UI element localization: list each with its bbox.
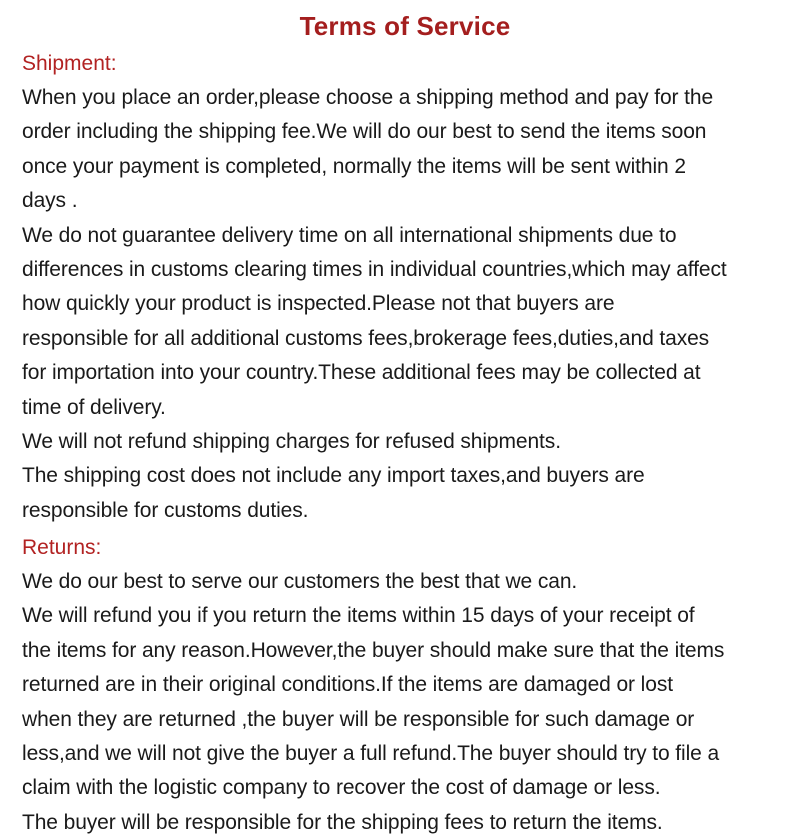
- returns-heading: Returns:: [22, 536, 102, 559]
- returns-paragraph-2: [22, 599, 808, 805]
- text-line: We will not refund shipping charges for refused shipments.: [22, 430, 561, 454]
- text-line: We do our best to serve our customers the best that we can.: [22, 570, 578, 593]
- shipment-paragraph-1: [22, 81, 808, 219]
- page-title: Terms of Service: [299, 11, 511, 41]
- text-line: when they are returned ,the buyer will be responsible for such damage or: [22, 707, 695, 731]
- returns-paragraph-1: [22, 565, 808, 599]
- text-line: for importation into your country.These additional fees may be collected at: [22, 361, 701, 385]
- returns-section: [22, 531, 808, 840]
- text-line: days .: [22, 189, 78, 213]
- text-line: claim with the logistic company to recover the cost of damage or less.: [22, 776, 661, 800]
- text-line: We will refund you if you return the items within 15 days of your receipt of: [22, 604, 695, 628]
- shipment-paragraph-4: [22, 459, 808, 528]
- text-line: the items for any reason.However,the buyer should make sure that the items: [22, 638, 725, 662]
- text-line: When you place an order,please choose a shipping method and pay for the: [22, 86, 714, 109]
- text-line: differences in customs clearing times in individual countries,which may affect: [22, 258, 727, 282]
- text-line: how quickly your product is inspected.Please not that buyers are: [22, 292, 615, 316]
- text-line: order including the shipping fee.We will do our best to send the items soon: [22, 120, 707, 144]
- shipment-paragraph-2: [22, 219, 808, 425]
- returns-paragraph-3: [22, 806, 808, 840]
- text-line: responsible for all additional customs fees,brokerage fees,duties,and taxes: [22, 326, 710, 350]
- text-line: less,and we will not give the buyer a full refund.The buyer should try to file a: [22, 742, 720, 766]
- text-line: returned are in their original conditions.If the items are damaged or lost: [22, 673, 673, 697]
- text-line: The buyer will be responsible for the shipping fees to return the items.: [22, 810, 663, 834]
- text-line: The shipping cost does not include any import taxes,and buyers are: [22, 464, 645, 488]
- shipment-heading: Shipment:: [22, 52, 117, 75]
- text-line: responsible for customs duties.: [22, 498, 309, 522]
- text-line: time of delivery.: [22, 395, 166, 419]
- text-line: once your payment is completed, normally the items will be sent within 2: [22, 154, 686, 178]
- text-line: We do not guarantee delivery time on all international shipments due to: [22, 223, 677, 247]
- shipment-section: [22, 47, 808, 528]
- shipment-paragraph-3: [22, 425, 808, 459]
